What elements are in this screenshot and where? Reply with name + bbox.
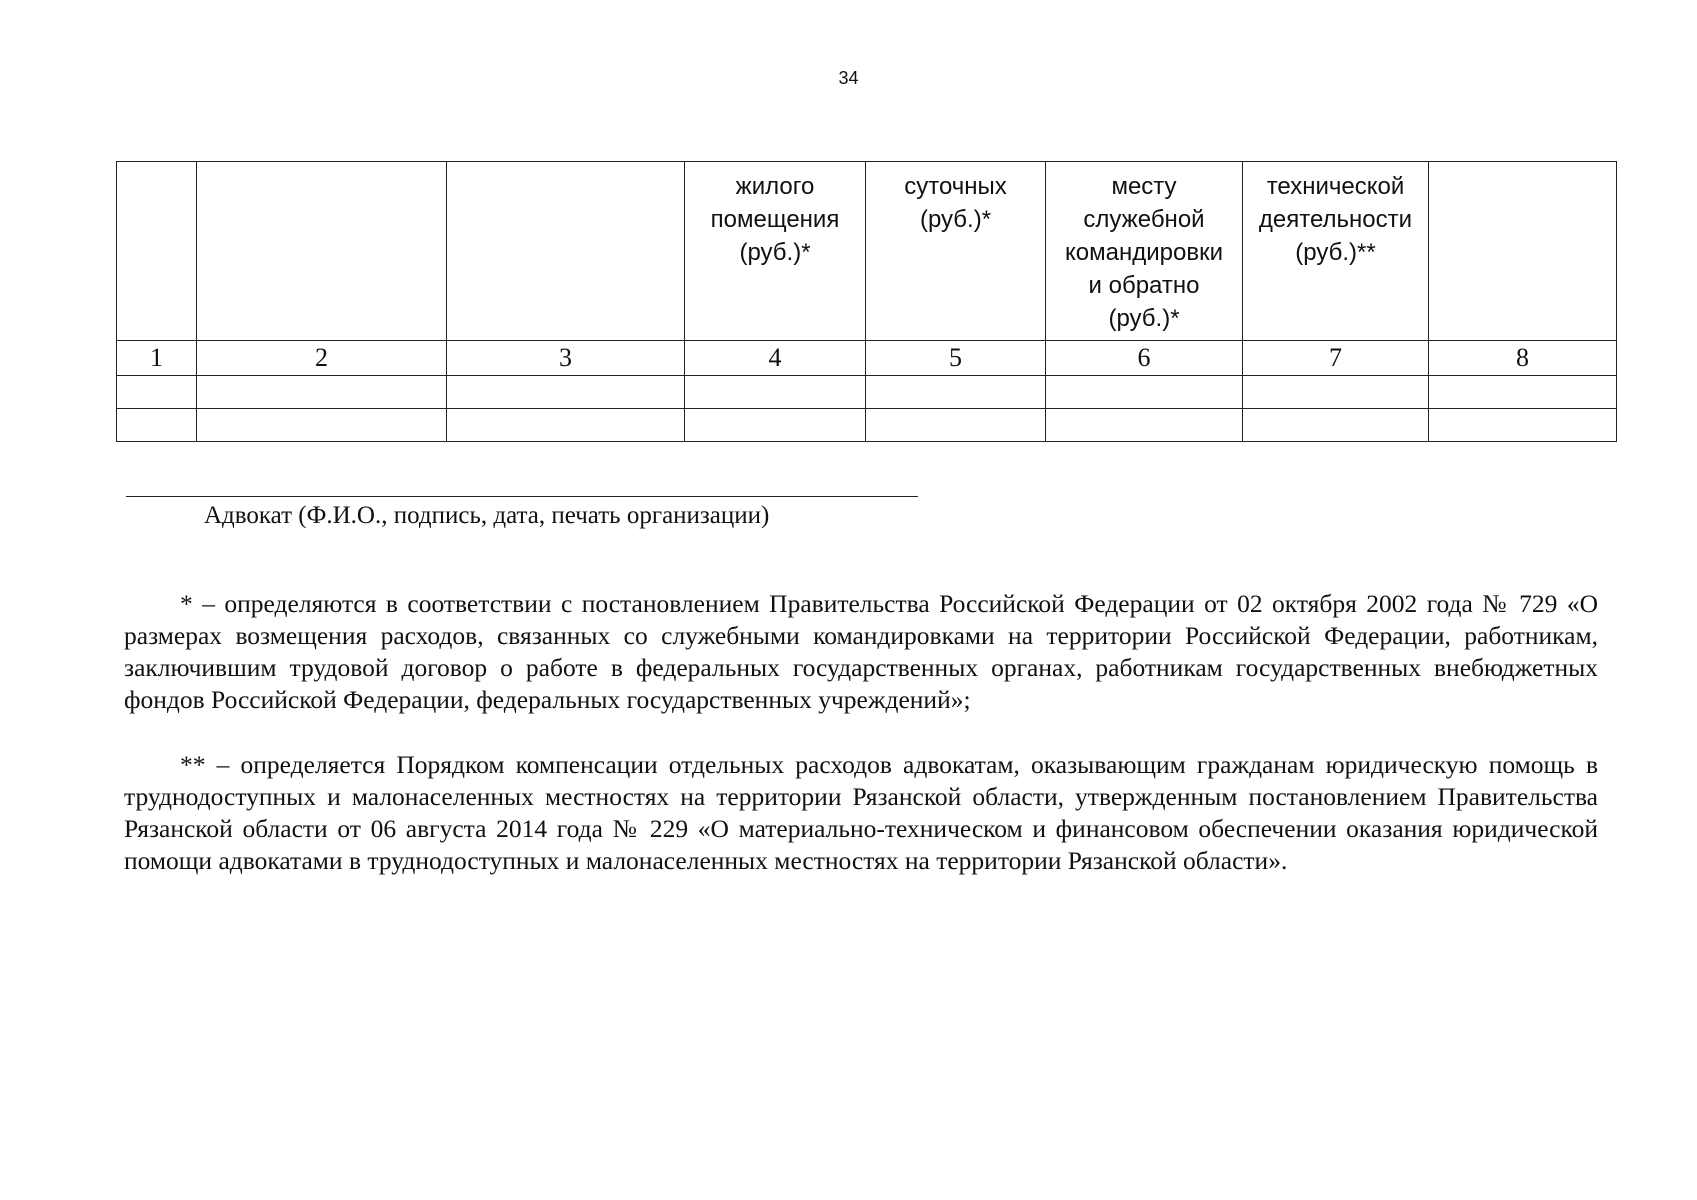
column-number: 4	[685, 341, 866, 376]
table-cell	[866, 409, 1046, 442]
column-number: 6	[1046, 341, 1243, 376]
table-cell	[685, 376, 866, 409]
header-cell-3	[447, 162, 685, 341]
table-cell	[1046, 376, 1243, 409]
table-cell	[685, 409, 866, 442]
table-cell	[1429, 376, 1617, 409]
table-cell	[1429, 409, 1617, 442]
table-cell	[1046, 409, 1243, 442]
signature-caption: Адвокат (Ф.И.О., подпись, дата, печать организации)	[204, 502, 770, 529]
table-cell	[447, 409, 685, 442]
column-number: 1	[117, 341, 197, 376]
table-row	[117, 376, 1617, 409]
header-cell-2	[197, 162, 447, 341]
column-number: 7	[1243, 341, 1429, 376]
table-cell	[866, 376, 1046, 409]
table-cell	[117, 409, 197, 442]
expense-table	[116, 161, 1617, 442]
header-cell-1	[117, 162, 197, 341]
column-number: 2	[197, 341, 447, 376]
table-header-row	[117, 162, 1617, 341]
header-cell-5: суточных (руб.)*	[866, 162, 1046, 341]
table-cell	[197, 376, 447, 409]
column-number-row	[117, 341, 1617, 376]
table-cell	[197, 409, 447, 442]
header-cell-7: технической деятельности (руб.)**	[1243, 162, 1429, 341]
table-cell	[117, 376, 197, 409]
table-row	[117, 409, 1617, 442]
header-cell-8	[1429, 162, 1617, 341]
table-cell	[1243, 376, 1429, 409]
signature-line	[126, 496, 918, 497]
column-number: 5	[866, 341, 1046, 376]
footnote-double-asterisk: ** – определяется Порядком компенсации отдельных расходов адвокатам, оказывающим гражданам юридическую помощь в труднодоступных и малонаселенных местностях на территории Рязанской области, утвержденным постановлением Правительства Рязанской области от 06 августа 2014 года № 229 «О материально-техническом и финансовом обеспечении оказания юридической помощи адвокатами в труднодоступных и малонаселенных местностях на территории Рязанской области».	[124, 749, 1598, 875]
column-number: 8	[1429, 341, 1617, 376]
header-cell-4: жилого помещения (руб.)*	[685, 162, 866, 341]
table-cell	[1243, 409, 1429, 442]
footnote-single-asterisk: * – определяются в соответствии с постановлением Правительства Российской Федерации от 02 октября 2002 года № 729 «О размерах возмещения расходов, связанных со служебными командировками на территории Российской Федерации, работникам, заключившим трудовой договор о работе в федеральных государственных органах, работникам государственных внебюджетных фондов Российской Федерации, федеральных государственных учреждений»;	[124, 588, 1598, 714]
table-cell	[447, 376, 685, 409]
header-cell-6: месту служебной командировки и обратно (руб.)*	[1046, 162, 1243, 341]
column-number: 3	[447, 341, 685, 376]
page-number: 34	[838, 68, 859, 88]
